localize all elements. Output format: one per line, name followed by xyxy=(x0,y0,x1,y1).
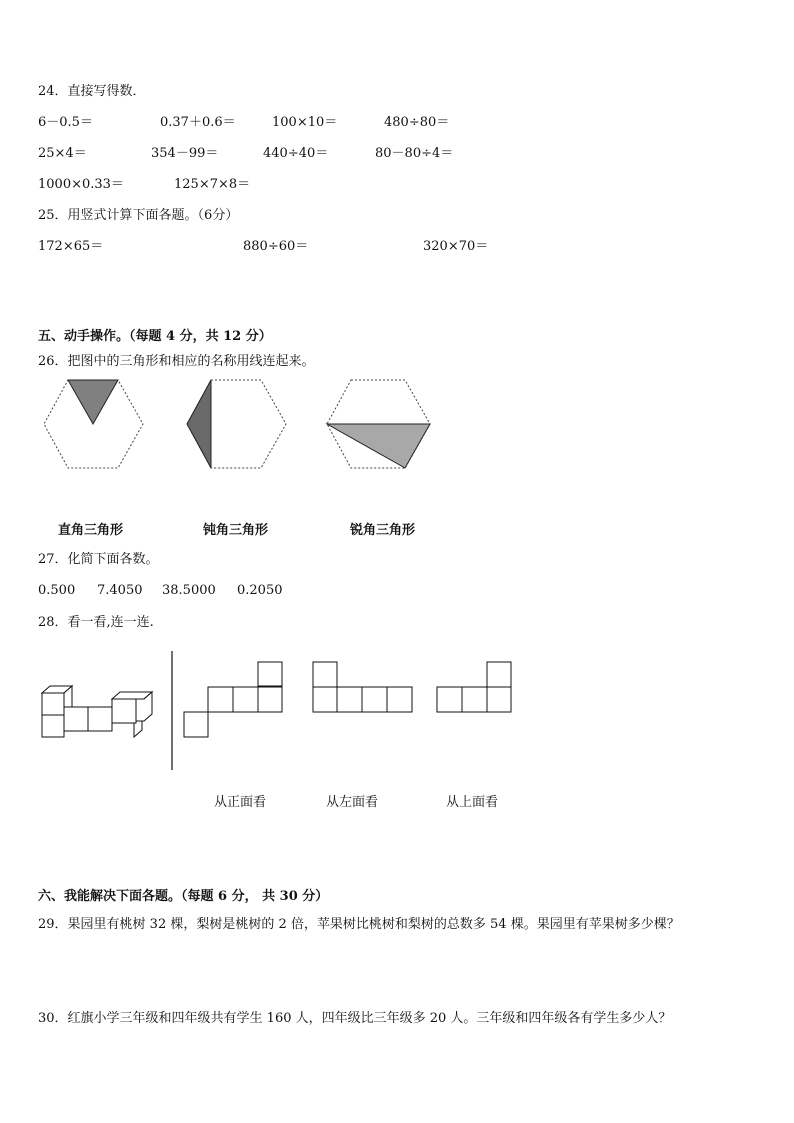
acute-triangle-shape xyxy=(327,424,430,468)
section5-heading: 五、动手操作。（每题 4 分，共 12 分） xyxy=(38,329,272,344)
q24-item: 354－99＝ xyxy=(151,146,219,161)
q25-item: 172×65＝ xyxy=(38,239,104,254)
q26-title: 26．把图中的三角形和相应的名称用线连起来。 xyxy=(38,354,315,369)
q27-number: 38.5000 xyxy=(162,583,216,598)
view-shape-3 xyxy=(437,662,511,712)
triangle-label: 锐角三角形 xyxy=(350,523,416,538)
q30-text: 30．红旗小学三年级和四年级共有学生 160 人，四年级比三年级多 20 人。三年级和四年级各有学生多少人？ xyxy=(38,1011,672,1026)
triangle-label: 钝角三角形 xyxy=(203,523,269,538)
q24-item: 80－80÷4＝ xyxy=(375,146,454,161)
q24-item: 25×4＝ xyxy=(38,146,87,161)
q25-item: 320×70＝ xyxy=(423,239,489,254)
right-triangle-shape xyxy=(68,380,118,424)
q27-number: 7.4050 xyxy=(97,583,143,598)
q24-item: 125×7×8＝ xyxy=(174,177,251,192)
q28-title: 28．看一看,连一连. xyxy=(38,615,154,630)
q24-item: 0.37＋0.6＝ xyxy=(160,115,236,130)
triangle-label: 直角三角形 xyxy=(58,523,124,538)
q25-item: 880÷60＝ xyxy=(243,239,309,254)
q29-text: 29．果园里有桃树 32 棵，梨树是桃树的 2 倍，苹果树比桃树和梨树的总数多 54 棵。果园里有苹果树多少棵？ xyxy=(38,917,680,932)
q27-title: 27．化简下面各数。 xyxy=(38,552,159,567)
view-shape-1 xyxy=(184,662,282,737)
view-label: 从上面看 xyxy=(446,795,499,810)
section6-heading: 六、我能解决下面各题。（每题 6 分， 共 30 分） xyxy=(38,889,329,904)
q24-item: 440÷40＝ xyxy=(263,146,329,161)
obtuse-triangle-shape xyxy=(187,380,211,468)
cube-stack-figure xyxy=(42,686,152,737)
q24-item: 1000×0.33＝ xyxy=(38,177,124,192)
q24-item: 100×10＝ xyxy=(272,115,338,130)
view-label: 从正面看 xyxy=(214,795,267,810)
q24-item: 480÷80＝ xyxy=(384,115,450,130)
q24-item: 6－0.5＝ xyxy=(38,115,93,130)
view-label: 从左面看 xyxy=(326,795,379,810)
q25-title: 25．用竖式计算下面各题。（6分） xyxy=(38,208,239,223)
q27-number: 0.2050 xyxy=(237,583,283,598)
q27-number: 0.500 xyxy=(38,583,76,598)
view-shape-2 xyxy=(313,662,412,712)
q24-title: 24．直接写得数． xyxy=(38,84,146,99)
